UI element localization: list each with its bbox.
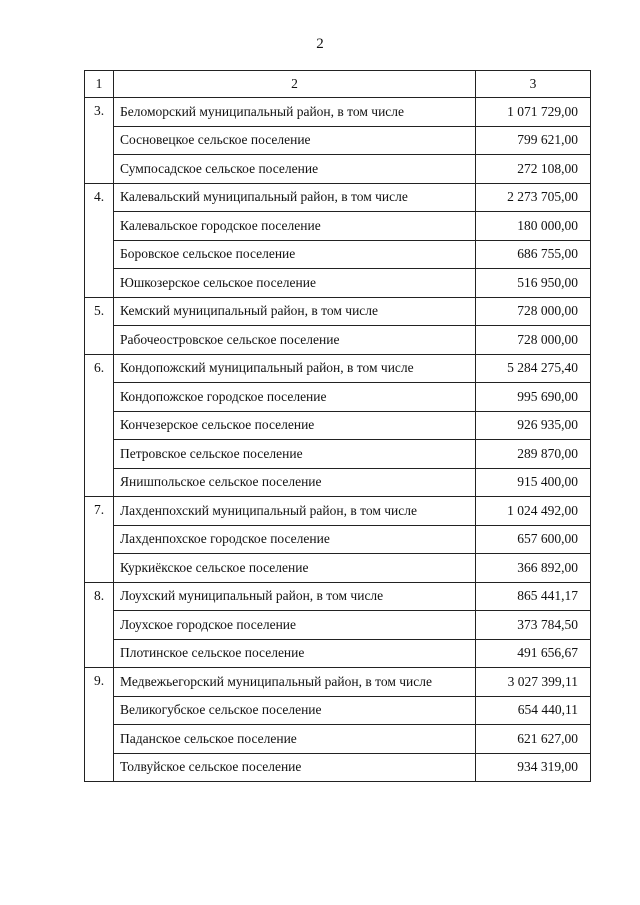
header-col-1: 1 <box>85 71 114 98</box>
amount: 272 108,00 <box>476 155 591 184</box>
table-row-settlement <box>85 155 591 184</box>
row-number: 7. <box>85 497 114 583</box>
settlement-name: Сумпосадское сельское поселение <box>114 155 476 184</box>
amount: 686 755,00 <box>476 240 591 269</box>
amount: 366 892,00 <box>476 554 591 583</box>
amount: 926 935,00 <box>476 411 591 440</box>
table-row-settlement <box>85 554 591 583</box>
table-row-settlement <box>85 240 591 269</box>
district-name: Медвежьегорский муниципальный район, в том числе <box>114 668 476 697</box>
amount: 491 656,67 <box>476 639 591 668</box>
settlement-name: Боровское сельское поселение <box>114 240 476 269</box>
amount: 934 319,00 <box>476 753 591 782</box>
amount: 728 000,00 <box>476 297 591 326</box>
settlement-name: Кончезерское сельское поселение <box>114 411 476 440</box>
table-row-settlement <box>85 696 591 725</box>
row-number: 5. <box>85 297 114 354</box>
district-name: Калевальский муниципальный район, в том числе <box>114 183 476 212</box>
settlement-name: Рабочеостровское сельское поселение <box>114 326 476 355</box>
table-row-settlement <box>85 383 591 412</box>
budget-table <box>84 70 591 782</box>
settlement-name: Толвуйское сельское поселение <box>114 753 476 782</box>
table-row-district <box>85 354 591 383</box>
row-number: 6. <box>85 354 114 497</box>
table-row-settlement <box>85 468 591 497</box>
table-row-settlement <box>85 440 591 469</box>
page-number: 2 <box>316 36 324 52</box>
amount: 865 441,17 <box>476 582 591 611</box>
row-number: 9. <box>85 668 114 782</box>
amount: 799 621,00 <box>476 126 591 155</box>
table-row-settlement <box>85 611 591 640</box>
settlement-name: Паданское сельское поселение <box>114 725 476 754</box>
settlement-name: Калевальское городское поселение <box>114 212 476 241</box>
amount: 657 600,00 <box>476 525 591 554</box>
amount: 621 627,00 <box>476 725 591 754</box>
amount: 373 784,50 <box>476 611 591 640</box>
table-row-settlement <box>85 212 591 241</box>
header-col-3: 3 <box>476 71 591 98</box>
amount: 5 284 275,40 <box>476 354 591 383</box>
amount: 1 071 729,00 <box>476 98 591 127</box>
table-row-settlement <box>85 753 591 782</box>
table-row-district <box>85 297 591 326</box>
amount: 654 440,11 <box>476 696 591 725</box>
settlement-name: Куркиёкское сельское поселение <box>114 554 476 583</box>
settlement-name: Лоухское городское поселение <box>114 611 476 640</box>
header-col-2: 2 <box>114 71 476 98</box>
row-number: 4. <box>85 183 114 297</box>
table-row-district <box>85 183 591 212</box>
table-row-settlement <box>85 639 591 668</box>
settlement-name: Кондопожское городское поселение <box>114 383 476 412</box>
amount: 180 000,00 <box>476 212 591 241</box>
row-number: 3. <box>85 98 114 184</box>
table-row-settlement <box>85 326 591 355</box>
amount: 995 690,00 <box>476 383 591 412</box>
table-row-district <box>85 582 591 611</box>
amount: 289 870,00 <box>476 440 591 469</box>
district-name: Лоухский муниципальный район, в том числе <box>114 582 476 611</box>
row-number: 8. <box>85 582 114 668</box>
table-row-settlement <box>85 126 591 155</box>
settlement-name: Янишпольское сельское поселение <box>114 468 476 497</box>
table-header-row <box>85 71 591 98</box>
table-row-district <box>85 98 591 127</box>
amount: 915 400,00 <box>476 468 591 497</box>
settlement-name: Сосновецкое сельское поселение <box>114 126 476 155</box>
table-row-settlement <box>85 525 591 554</box>
table-row-settlement <box>85 725 591 754</box>
district-name: Кондопожский муниципальный район, в том числе <box>114 354 476 383</box>
amount: 728 000,00 <box>476 326 591 355</box>
amount: 3 027 399,11 <box>476 668 591 697</box>
table-row-settlement <box>85 269 591 298</box>
table-row-settlement <box>85 411 591 440</box>
district-name: Беломорский муниципальный район, в том числе <box>114 98 476 127</box>
amount: 516 950,00 <box>476 269 591 298</box>
district-name: Лахденпохский муниципальный район, в том числе <box>114 497 476 526</box>
table-body <box>85 98 591 782</box>
settlement-name: Лахденпохское городское поселение <box>114 525 476 554</box>
district-name: Кемский муниципальный район, в том числе <box>114 297 476 326</box>
settlement-name: Юшкозерское сельское поселение <box>114 269 476 298</box>
amount: 1 024 492,00 <box>476 497 591 526</box>
table-row-district <box>85 497 591 526</box>
settlement-name: Плотинское сельское поселение <box>114 639 476 668</box>
amount: 2 273 705,00 <box>476 183 591 212</box>
table-row-district <box>85 668 591 697</box>
settlement-name: Петровское сельское поселение <box>114 440 476 469</box>
settlement-name: Великогубское сельское поселение <box>114 696 476 725</box>
